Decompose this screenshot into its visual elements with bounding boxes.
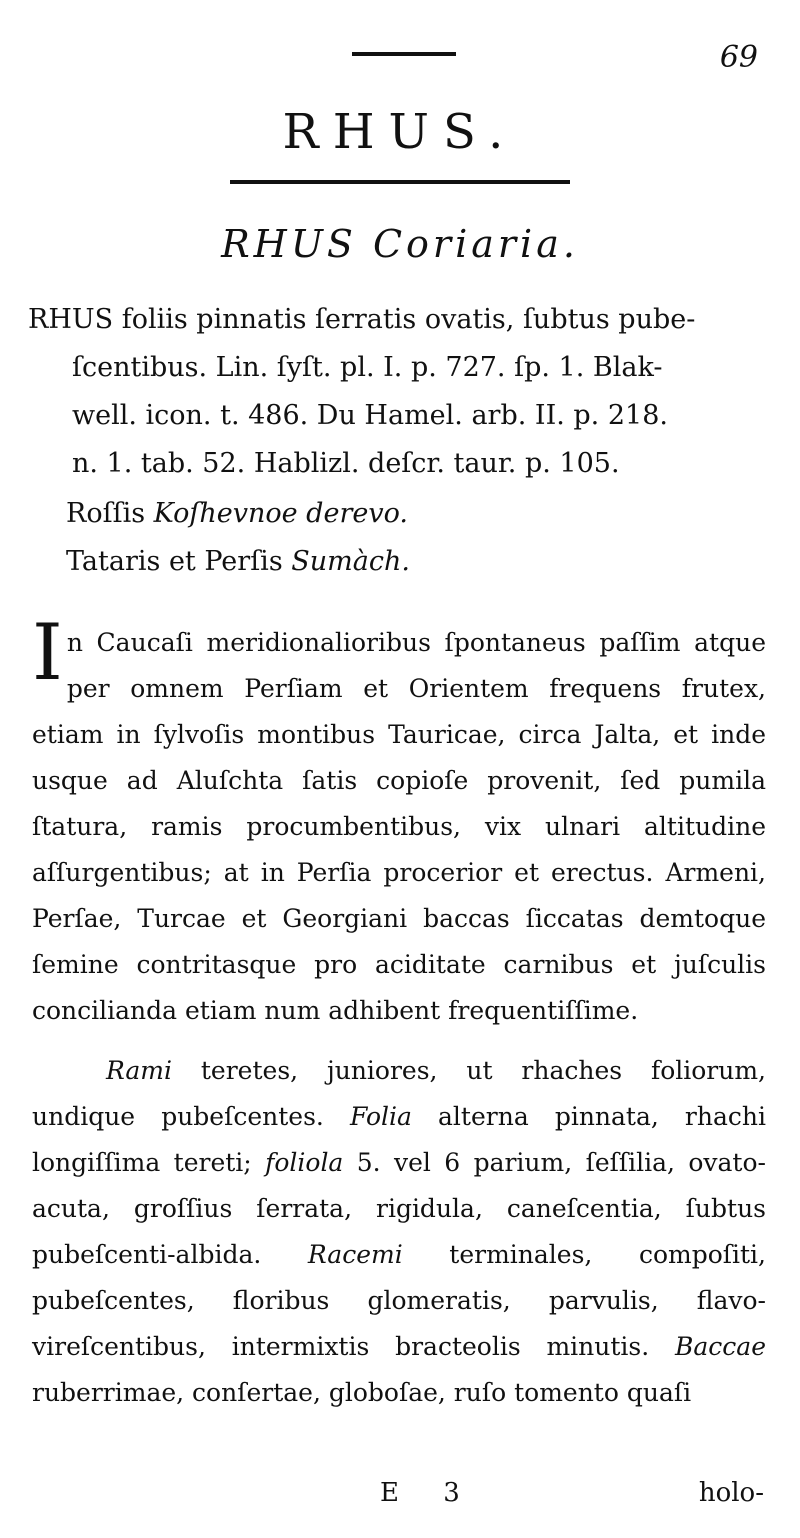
diagnosis-line-2: ſcentibus. Lin. ſyſt. pl. I. p. 727. ſp. 1. Blak- (72, 352, 663, 383)
species-title: RHUS Coriaria. (221, 222, 579, 266)
signature-mark: E 3 (380, 1478, 478, 1508)
racemi-label: Racemi (307, 1240, 403, 1269)
genus-heading: RHUS. (282, 104, 518, 160)
paragraph-description (32, 1048, 766, 1416)
common-name-tatar (66, 538, 766, 586)
diagnosis-line-1: RHUS foliis pinnatis ſerratis ovatis, ſubtus pube- (28, 304, 696, 335)
diagnosis-line-4: n. 1. tab. 52. Hablizl. deſcr. taur. p. 105. (72, 448, 620, 479)
catchword: holo- (698, 1478, 764, 1508)
folia-text: alterna pinnata, rhachi longiſſima tereti; (32, 1102, 766, 1177)
top-rule (352, 52, 456, 56)
racemi-text: terminales, compoſiti, pubeſcentes, floribus glomeratis, parvulis, flavo-vireſcentibus, intermixtis bracteolis minutis. (32, 1240, 766, 1361)
tatar-prefix: Tataris et Perſis (66, 546, 292, 577)
heading-rule (230, 180, 570, 184)
foliola-text: 5. vel 6 parium, ſeſſilia, ovato-acuta, groſſius ſerrata, rigidula, caneſcentia, ſubtus pubeſcenti-albida. (32, 1148, 766, 1269)
species-diagnosis (28, 296, 768, 488)
common-name-russian (66, 490, 766, 538)
drop-cap: I (32, 608, 63, 698)
baccae-text: ruberrimae, conſertae, globoſae, ruſo tomento quaſi (32, 1378, 692, 1407)
russian-name: Koſhevnoe derevo. (153, 498, 408, 529)
paragraph-1-text: n Caucaſi meridionalioribus ſpontaneus paſſim atque per omnem Perſiam et Orientem frequens frutex, etiam in ſylvoſis montibus Tauricae, circa Jalta, et inde usque ad Aluſchta ſatis copioſe provenit, ſed pumila ſtatura, ramis procumbentibus, vix ulnari altitudine aſſurgentibus; at in Perſia procerior et erectus. Armeni, Perſae, Turcae et Georgiani baccas ſiccatas demtoque ſemine contritasque pro aciditate carnibus et juſculis concilianda etiam num adhibent frequentiſſime. (32, 628, 766, 1025)
rami-text: teretes, juniores, ut rhaches foliorum, undique pubeſcentes. (32, 1056, 766, 1131)
russian-prefix: Roſſis (66, 498, 154, 529)
page-number: 69 (719, 40, 758, 75)
paragraph-distribution (32, 608, 766, 1034)
folia-label: Folia (349, 1102, 412, 1131)
baccae-label: Baccae (675, 1332, 766, 1361)
tatar-name: Sumàch. (291, 546, 410, 577)
foliola-label: foliola (265, 1148, 344, 1177)
rami-label: Rami (106, 1056, 173, 1085)
diagnosis-line-3: well. icon. t. 486. Du Hamel. arb. II. p. 218. (72, 400, 668, 431)
